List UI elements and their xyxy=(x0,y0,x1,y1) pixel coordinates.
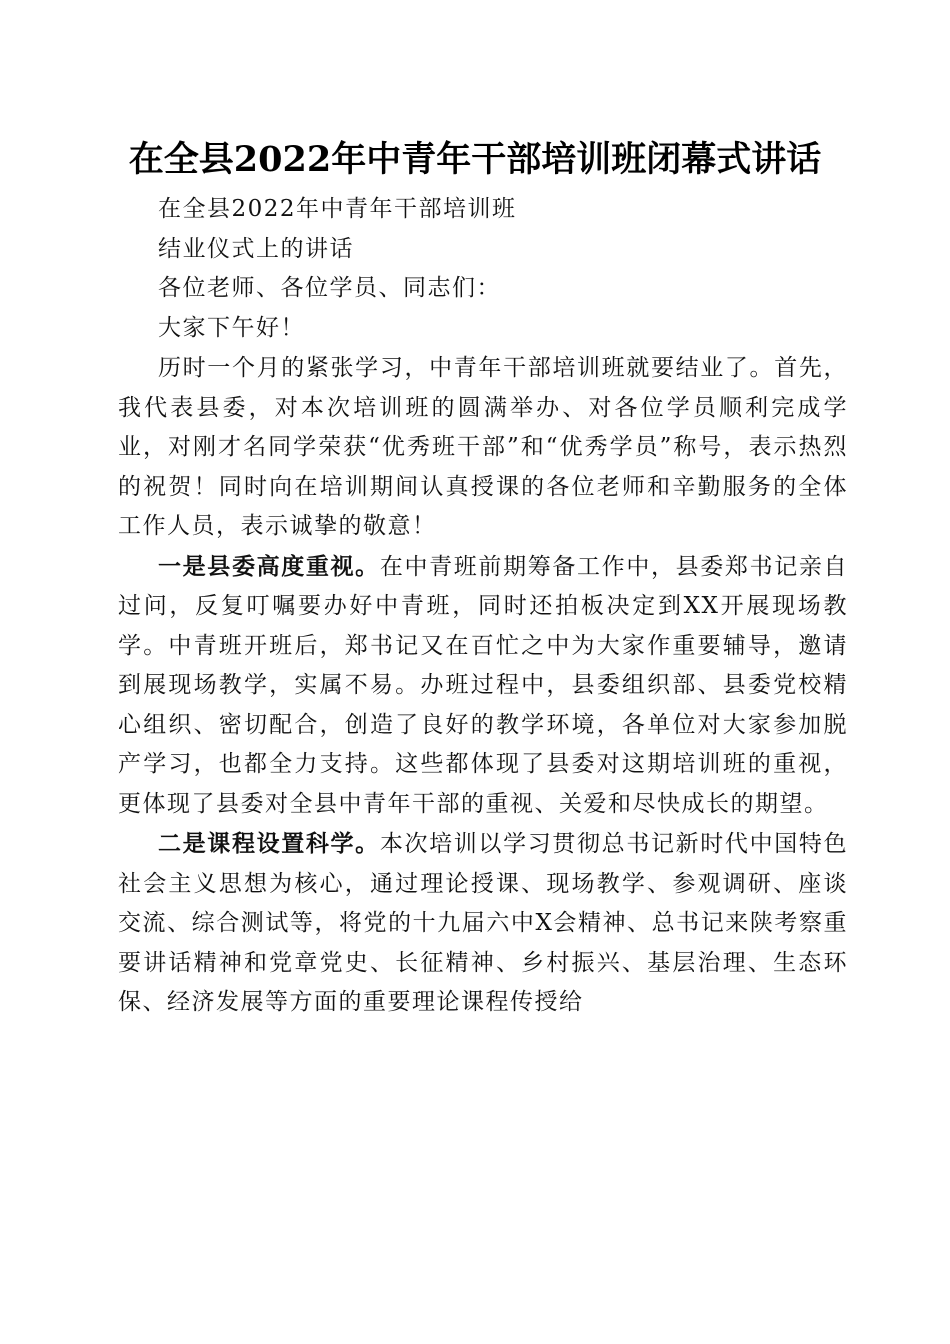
paragraph-lead: 一是县委高度重视。 xyxy=(158,552,380,580)
document-title: 在全县2022年中青年干部培训班闭幕式讲话 xyxy=(128,139,822,180)
document-body xyxy=(118,190,848,1023)
greeting: 大家下午好！ xyxy=(158,314,305,341)
paragraph-text: 在中青班前期筹备工作中，县委郑书记亲自过问，反复叮嘱要办好中青班，同时还拍板决定到XX开展现场教学。中青班开班后，郑书记又在百忙之中为大家作重要辅导，邀请到展现场教学，实属不易。办班过程中，县委组织部、县委党校精心组织、密切配合，创造了良好的教学环境，各单位对大家参加脱产学习，也都全力支持。这些都体现了县委对这期培训班的重视，更体现了县委对全县中青年干部的重视、关爱和尽快成长的期望。 xyxy=(118,553,849,817)
paragraph-text: 本次培训以学习贯彻总书记新时代中国特色社会主义思想为核心，通过理论授课、现场教学、参观调研、座谈交流、综合测试等，将党的十九届六中X会精神、总书记来陕考察重要讲话精神和党章党史、长征精神、乡村振兴、基层治理、生态环保、经济发展等方面的重要理论课程传授给 xyxy=(118,831,849,1015)
paragraph-lead: 二是课程设置科学。 xyxy=(158,830,380,857)
paragraph-opening xyxy=(118,348,848,547)
paragraph-point-two xyxy=(118,824,848,1023)
paragraph-point-one xyxy=(118,547,848,825)
paragraph-text: 历时一个月的紧张学习，中青年干部培训班就要结业了。首先，我代表县委，对本次培训班的圆满举办、对各位学员顺利完成学业，对刚才名同学荣获“优秀班干部”和“优秀学员”称号，表示热烈的祝贺！同时向在培训期间认真授课的各位老师和辛勤服务的全体工作人员，表示诚挚的敬意！ xyxy=(118,355,848,539)
subtitle-line-1: 在全县2022年中青年干部培训班 xyxy=(158,196,517,222)
subtitle-line-2: 结业仪式上的讲话 xyxy=(158,235,354,262)
salutation: 各位老师、各位学员、同志们： xyxy=(158,275,501,301)
